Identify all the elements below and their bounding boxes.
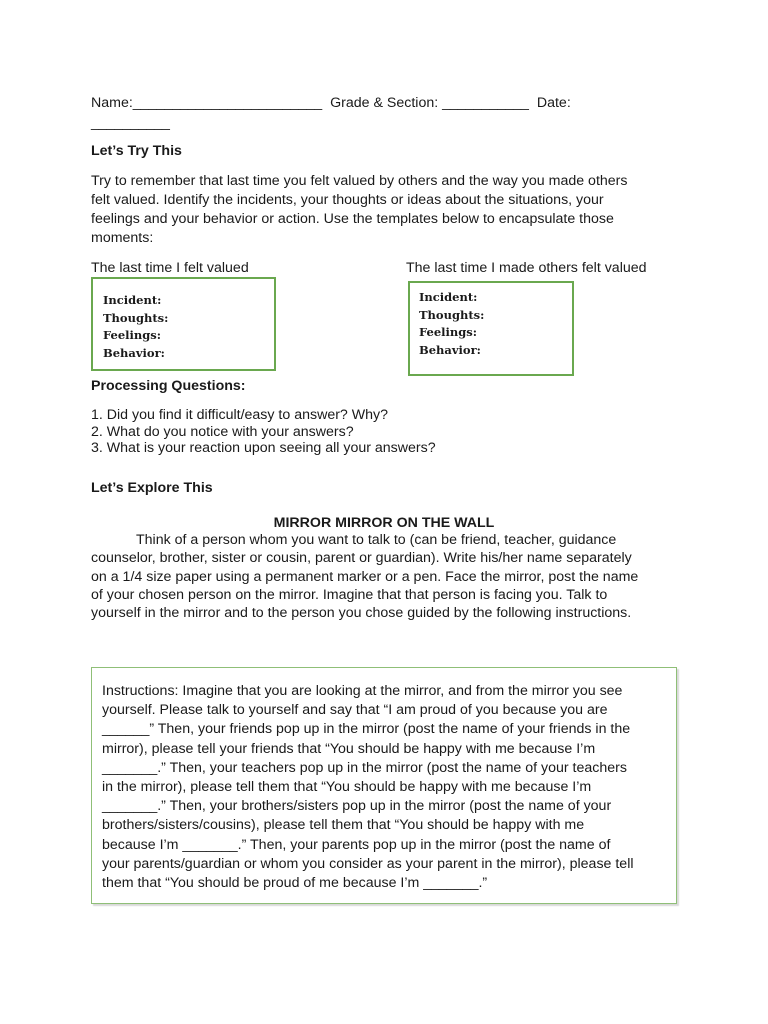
paragraph-line: Try to remember that last time you felt valued by others and the way you made others [91,173,628,189]
question-item: 1. Did you find it difficult/easy to answer? Why? [91,407,389,423]
paragraph-line: feelings and your behavior or action. Use the templates below to encapsulate those [91,211,614,227]
activity-title-text: MIRROR MIRROR ON THE WALL [273,515,495,531]
date-label: Date: [536,95,571,111]
paragraph-line: felt valued. Identify the incidents, your thoughts or ideas about the situations, your [91,192,604,208]
instruction-line: yourself. Please talk to yourself and say that “I am proud of you because you are [102,702,608,719]
paragraph-line: Think of a person whom you want to talk to (can be friend, teacher, guidance [136,532,617,548]
instruction-line: _______.” Then, your teachers pop up in the mirror (post the name of your teachers [102,759,627,776]
template-box-felt-valued [91,277,276,371]
instructions-box [91,667,677,904]
instruction-line: _______.” Then, your brothers/sisters pop up in the mirror (post the name of your [102,798,612,815]
header-name-grade-date [91,94,571,113]
date-blank: __________ [91,115,170,131]
behavior-label: Behavior: [103,345,165,360]
instructions-text [102,682,665,893]
section-heading-lets-explore-this: Let’s Explore This [91,480,213,496]
instruction-line: your parents/guardian or whom you consider as your parent in the mirror), please tell [102,855,634,872]
instruction-line: mirror), please tell your friends that “You should be happy with me because I’m [102,740,596,757]
right-template-caption: The last time I made others felt valued [406,260,647,276]
paragraph-line: on a 1/4 size paper using a permanent marker or a pen. Face the mirror, post the name [91,568,639,585]
section-heading-lets-try-this: Let’s Try This [91,143,182,159]
paragraph-line: moments: [91,230,154,246]
instruction-line: in the mirror), please tell them that “You should be happy with me because I’m [102,779,592,796]
paragraph-line: yourself in the mirror and to the person you chose guided by the following instructions. [91,605,632,622]
paragraph-line: counselor, brother, sister or cousin, parent or guardian). Write his/her name separately [91,550,632,567]
instruction-line: Instructions: Imagine that you are looking at the mirror, and from the mirror you see [102,683,623,699]
feelings-label: Feelings: [419,325,478,339]
question-item: 3. What is your reaction upon seeing all your answers? [91,440,436,456]
incident-label: Incident: [103,293,162,307]
name-label: Name:________________________ [91,95,323,111]
question-item: 2. What do you notice with your answers? [91,423,354,440]
lets-try-paragraph [91,172,628,248]
paragraph-line: of your chosen person on the mirror. Imagine that that person is facing you. Talk to [91,586,608,603]
instruction-line: because I’m _______.” Then, your parents pop up in the mirror (post the name of [102,836,611,853]
template-box-made-others-feel-valued [408,281,574,376]
thoughts-label: Thoughts: [103,310,169,325]
section-heading-processing-questions: Processing Questions: [91,378,246,394]
behavior-label: Behavior: [419,342,481,357]
instruction-line: them that “You should be proud of me because I’m _______.” [102,875,488,892]
processing-questions-list [91,407,436,457]
left-template-caption: The last time I felt valued [91,260,249,276]
instruction-line: brothers/sisters/cousins), please tell them that “You should be happy with me [102,817,585,834]
thoughts-label: Thoughts: [419,307,485,322]
feelings-label: Feelings: [103,328,162,342]
instruction-line: ______” Then, your friends pop up in the mirror (post the name of your friends in the [102,721,631,738]
incident-label: Incident: [419,290,478,304]
grade-section-label: Grade & Section: ___________ [330,95,529,111]
lets-explore-paragraph [91,531,638,622]
